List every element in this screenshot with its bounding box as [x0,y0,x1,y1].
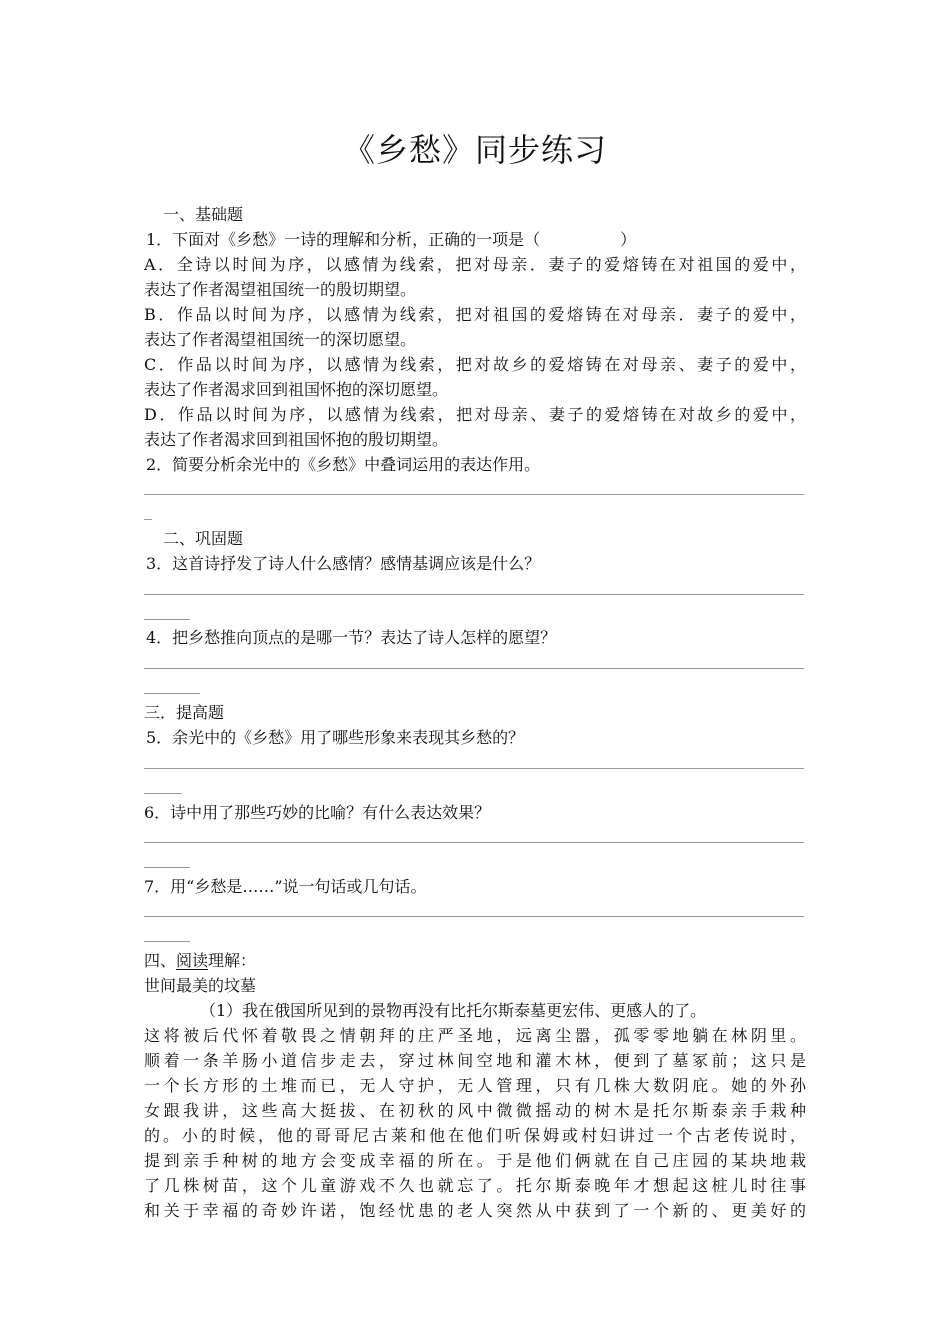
answer-line [144,842,804,843]
answer-line [144,494,804,495]
question-6: 6．诗中用了那些巧妙的比喻？有什么表达效果？ [144,803,491,822]
reading-paragraph-line: 了几株树苗，这个儿童游戏不久也就忘了。托尔斯泰晚年才想起这桩儿时往事 [144,1176,806,1195]
reading-paragraph-line: 一个长方形的土堆而已，无人守护，无人管理，只有几株大数阴庇。她的外孙 [144,1076,806,1095]
answer-line [144,668,804,669]
reading-title: 世间最美的坟墓 [144,976,257,995]
question-3: 3．这首诗抒发了诗人什么感情？感情基调应该是什么？ [146,554,541,573]
question-2: 2．简要分析余光中的《乡愁》中叠词运用的表达作用。 [146,455,541,474]
question-1-option-c-line2: 表达了作者渴求回到祖国怀抱的深切愿望。 [144,380,449,399]
question-1-option-d-line2: 表达了作者渴求回到祖国怀抱的殷切期望。 [144,430,449,449]
section-heading-advanced: 三．提高题 [144,703,225,722]
question-1-option-a-line2: 表达了作者渴望祖国统一的殷切期望。 [144,280,417,299]
question-4: 4．把乡愁推向顶点的是哪一节？表达了诗人怎样的愿望？ [146,628,557,647]
reading-paragraph-line: 和关于幸福的奇妙许诺，饱经忧患的老人突然从中获到了一个新的、更美好的 [144,1201,806,1220]
answer-line-tail [144,693,200,694]
question-1-option-a-line1: A．全诗以时间为序，以感情为线索，把对母亲．妻子的爱熔铸在对祖国的爱中， [144,255,806,274]
reading-paragraph-line: 女跟我讲，这些高大挺拔、在初秋的风中微微摇动的树木是托尔斯泰亲手栽种 [144,1101,806,1120]
section-heading-basic: 一、基础题 [163,205,244,224]
section-heading-reading [144,948,256,973]
question-5: 5．余光中的《乡愁》用了哪些形象来表现其乡愁的？ [146,728,525,747]
section-heading-consolidate: 二、巩固题 [163,529,244,548]
question-1-option-d-line1: D．作品以时间为序，以感情为线索，把对母亲、妻子的爱熔铸在对故乡的爱中， [144,405,806,424]
section-heading-reading-underlined: 阅读 [176,951,209,970]
answer-line-tail [144,793,182,794]
answer-line [144,594,804,595]
answer-line [144,916,804,917]
reading-paragraph-line: 顺着一条羊肠小道信步走去，穿过林间空地和灌木林，便到了墓冢前；这只是 [144,1051,806,1070]
reading-paragraph-line: 的。小的时候，他的哥哥尼古莱和他在他们听保姆或村妇讲过一个古老传说时， [144,1126,806,1145]
question-7: 7．用“乡愁是……”说一句话或几句话。 [144,877,427,896]
page-title: 《乡愁》同步练习 [342,131,607,169]
reading-paragraph-line: 提到亲手种树的地方会变成幸福的所在。于是他们俩就在自己庄园的某块地栽 [144,1151,806,1170]
reading-paragraph-line: （1）我在俄国所见到的景物再没有比托尔斯泰墓更宏伟、更感人的了。 [200,1001,707,1020]
question-1-option-b-line1: B．作品以时间为序，以感情为线索，把对祖国的爱熔铸在对母亲．妻子的爱中， [144,305,806,324]
answer-line [144,768,804,769]
question-1-option-c-line1: C．作品以时间为序，以感情为线索，把对故乡的爱熔铸在对母亲、妻子的爱中， [144,355,806,374]
reading-paragraph-line: 这将被后代怀着敬畏之情朝拜的庄严圣地，远离尘嚣，孤零零地躺在林阴里。 [144,1026,806,1045]
question-1-option-b-line2: 表达了作者渴望祖国统一的深切愿望。 [144,330,417,349]
section-heading-reading-prefix: 四、 [144,951,177,970]
answer-line-tail [144,867,190,868]
section-heading-reading-suffix: 理解： [208,951,257,970]
answer-line-tail [144,519,152,520]
answer-line-tail [144,619,190,620]
question-1-stem: 1．下面对《乡愁》一诗的理解和分析，正确的一项是（ ） [146,230,637,249]
answer-line-tail [144,941,190,942]
